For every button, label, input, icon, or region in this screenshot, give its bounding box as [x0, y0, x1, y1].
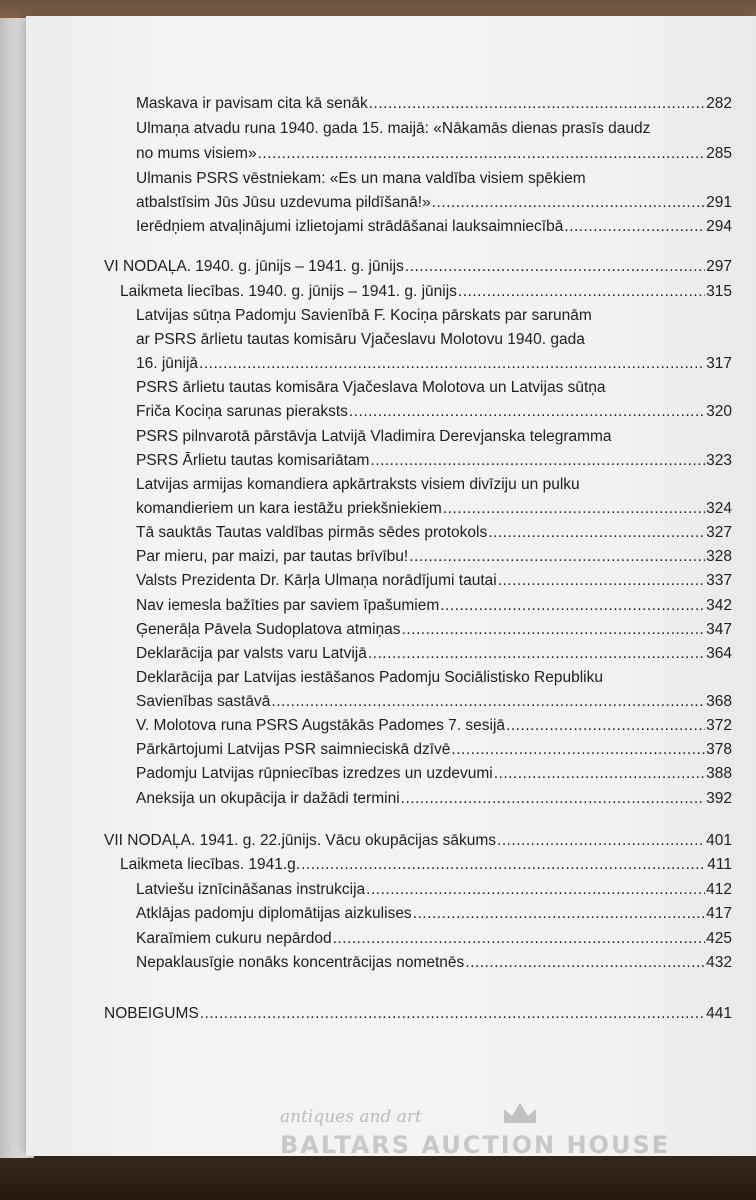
toc-entry-title: Aneksija un okupācija ir dažādi termini — [136, 790, 400, 807]
toc-entry-page: 392 — [706, 790, 732, 807]
toc-entry-page: 282 — [706, 95, 732, 112]
toc-entry-page: 417 — [706, 905, 732, 922]
toc-entry-line: Ulmanis PSRS vēstniekam: «Es un mana valdība visiem spēkiem — [136, 170, 586, 187]
toc-chapter-entry — [104, 1004, 732, 1024]
toc-entry-title: Valsts Prezidenta Dr. Kārļa Ulmaņa norādījumi tautai — [136, 572, 497, 589]
toc-entry-title: atbalstīsim Jūs Jūsu uzdevuma pildīšanā!» — [136, 194, 431, 211]
toc-entry-page: 294 — [706, 218, 732, 235]
watermark-tagline: antiques and art — [280, 1107, 422, 1127]
toc-entry-title: NOBEIGUMS — [104, 1005, 199, 1022]
toc-entry-page: 328 — [706, 548, 732, 565]
toc-entry-line: Ulmaņa atvadu runa 1940. gada 15. maijā: «Nākamās dienas prasīs daudz — [136, 120, 651, 137]
toc-entry-line: Latvijas sūtņa Padomju Savienībā F. Kociņa pārskats par sarunām — [136, 307, 592, 324]
toc-entry-title: V. Molotova runa PSRS Augstākās Padomes 7. sesijā — [136, 717, 506, 734]
toc-entry-page: 291 — [706, 194, 732, 211]
leader-dots — [498, 571, 705, 591]
toc-entry-line: PSRS ārlietu tautas komisāra Vjačeslava Molotova un Latvijas sūtņa — [136, 379, 606, 396]
leader-dots — [199, 354, 705, 374]
toc-entry — [136, 716, 732, 736]
toc-chapter-entry — [104, 831, 732, 851]
toc-chapter-entry — [104, 257, 732, 277]
toc-entry-title: Savienības sastāvā — [136, 693, 271, 710]
toc-entry — [136, 880, 732, 900]
toc-entry-title: Friča Kociņa sarunas pieraksts — [136, 403, 348, 420]
leader-dots — [405, 257, 705, 277]
toc-entry-page: 315 — [706, 283, 732, 300]
toc-entry-page: 412 — [706, 881, 732, 898]
toc-entry-page: 368 — [706, 693, 732, 710]
toc-entry-page: 285 — [706, 145, 732, 162]
toc-entry-title: Laikmeta liecības. 1940. g. jūnijs – 1941. g. jūnijs — [120, 283, 457, 300]
leader-dots — [413, 904, 705, 924]
toc-entry-title: no mums visiem» — [136, 145, 257, 162]
toc-entry-page: 441 — [706, 1005, 732, 1022]
toc-entry-title: Padomju Latvijas rūpniecības izredzes un uzdevumi — [136, 765, 493, 782]
toc-section-entry — [120, 855, 732, 875]
toc-entry-page: 320 — [706, 403, 732, 420]
toc-entry-title: Deklarācija par valsts varu Latvijā — [136, 645, 367, 662]
toc-entry — [136, 764, 732, 784]
leader-dots — [443, 499, 705, 519]
leader-dots — [465, 953, 705, 973]
toc-entry-page: 425 — [706, 930, 732, 947]
toc-entry — [136, 144, 732, 164]
toc-entry-title: Atklājas padomju diplomātijas aizkulises — [136, 905, 412, 922]
toc-entry-title: Karaīmiem cukuru nepārdod — [136, 930, 332, 947]
toc-entry-title: Ierēdņiem atvaļinājumi izlietojami strādāšanai lauksaimniecībā — [136, 218, 564, 235]
toc-entry-page: 388 — [706, 765, 732, 782]
toc-entry-page: 372 — [706, 717, 732, 734]
toc-entry — [136, 547, 732, 567]
watermark-brand: BALTARS AUCTION HOUSE — [280, 1131, 671, 1159]
toc-entry — [136, 620, 732, 640]
leader-dots — [369, 94, 705, 114]
leader-dots — [258, 144, 706, 164]
leader-dots — [409, 547, 705, 567]
leader-dots — [368, 644, 705, 664]
toc-entry — [136, 904, 732, 924]
toc-entry-line: Deklarācija par Latvijas iestāšanos Padomju Sociālistisko Republiku — [136, 669, 603, 686]
toc-entry — [136, 193, 732, 213]
toc-entry-title: PSRS Ārlietu tautas komisariātam — [136, 452, 370, 469]
toc-entry — [136, 451, 732, 471]
toc-entry-line: ar PSRS ārlietu tautas komisāru Vjačeslavu Molotovu 1940. gada — [136, 331, 585, 348]
leader-dots — [506, 716, 705, 736]
toc-entry — [136, 692, 732, 712]
leader-dots — [401, 789, 705, 809]
toc-entry-title: VI NODAĻA. 1940. g. jūnijs – 1941. g. jūnijs — [104, 258, 404, 275]
toc-entry — [136, 644, 732, 664]
leader-dots — [451, 740, 705, 760]
toc-entry-title: VII NODAĻA. 1941. g. 22.jūnijs. Vācu okupācijas sākums — [104, 832, 497, 849]
toc-entry-title: Par mieru, par maizi, par tautas brīvību! — [136, 548, 409, 565]
toc-entry — [136, 596, 732, 616]
toc-entry-title: Nepaklausīgie nonāks koncentrācijas nometnēs — [136, 954, 465, 971]
toc-entry — [136, 789, 732, 809]
leader-dots — [301, 855, 706, 875]
toc-entry-page: 317 — [706, 355, 732, 372]
toc-entry-page: 342 — [706, 597, 732, 614]
toc-entry-title: komandieriem un kara iestāžu priekšniekiem — [136, 500, 442, 517]
toc-entry-title: 16. jūnijā — [136, 355, 199, 372]
toc-section-entry — [120, 282, 732, 302]
toc-entry-page: 324 — [706, 500, 732, 517]
leader-dots — [370, 451, 705, 471]
watermark — [280, 1107, 700, 1159]
toc-entry-page: 327 — [706, 524, 732, 541]
toc-entry-page: 347 — [706, 621, 732, 638]
toc-entry-page: 432 — [706, 954, 732, 971]
toc-entry-title: Maskava ir pavisam cita kā senāk — [136, 95, 368, 112]
toc-entry — [136, 354, 732, 374]
leader-dots — [366, 880, 705, 900]
toc-entry-title: Laikmeta liecības. 1941.g. — [120, 856, 301, 873]
leader-dots — [349, 402, 705, 422]
toc-entry-title: Ģenerāļa Pāvela Sudoplatova atmiņas — [136, 621, 401, 638]
toc-entry-title: Latviešu iznīcināšanas instrukcija — [136, 881, 366, 898]
toc-entry-page: 297 — [706, 258, 732, 275]
leader-dots — [497, 831, 705, 851]
toc-entry-page: 411 — [707, 856, 732, 873]
leader-dots — [402, 620, 706, 640]
toc-entry-page: 337 — [706, 572, 732, 589]
leader-dots — [271, 692, 705, 712]
leader-dots — [200, 1004, 705, 1024]
toc-entry-line: Latvijas armijas komandiera apkārtraksts visiem divīziju un pulku — [136, 476, 580, 493]
leader-dots — [440, 596, 705, 616]
toc-entry-title: Nav iemesla bažīties par saviem īpašumiem — [136, 597, 440, 614]
leader-dots — [564, 217, 705, 237]
toc-entry-title: Tā sauktās Tautas valdības pirmās sēdes protokols — [136, 524, 488, 541]
toc-entry — [136, 953, 732, 973]
toc-entry-page: 364 — [706, 645, 732, 662]
toc-entry — [136, 740, 732, 760]
leader-dots — [432, 193, 705, 213]
toc-entry-page: 323 — [706, 452, 732, 469]
toc-entry — [136, 571, 732, 591]
toc-entry — [136, 523, 732, 543]
toc-entry — [136, 499, 732, 519]
leader-dots — [333, 929, 706, 949]
toc-entry-line: PSRS pilnvarotā pārstāvja Latvijā Vladimira Derevjanska telegramma — [136, 428, 612, 445]
toc-entry — [136, 217, 732, 237]
leader-dots — [494, 764, 705, 784]
toc-entry-page: 401 — [706, 832, 732, 849]
leader-dots — [458, 282, 705, 302]
toc-entry — [136, 929, 732, 949]
toc-entry-page: 378 — [706, 741, 732, 758]
toc-entry-title: Pārkārtojumi Latvijas PSR saimnieciskā dzīvē — [136, 741, 451, 758]
leader-dots — [488, 523, 705, 543]
toc-entry — [136, 94, 732, 114]
toc-entry — [136, 402, 732, 422]
